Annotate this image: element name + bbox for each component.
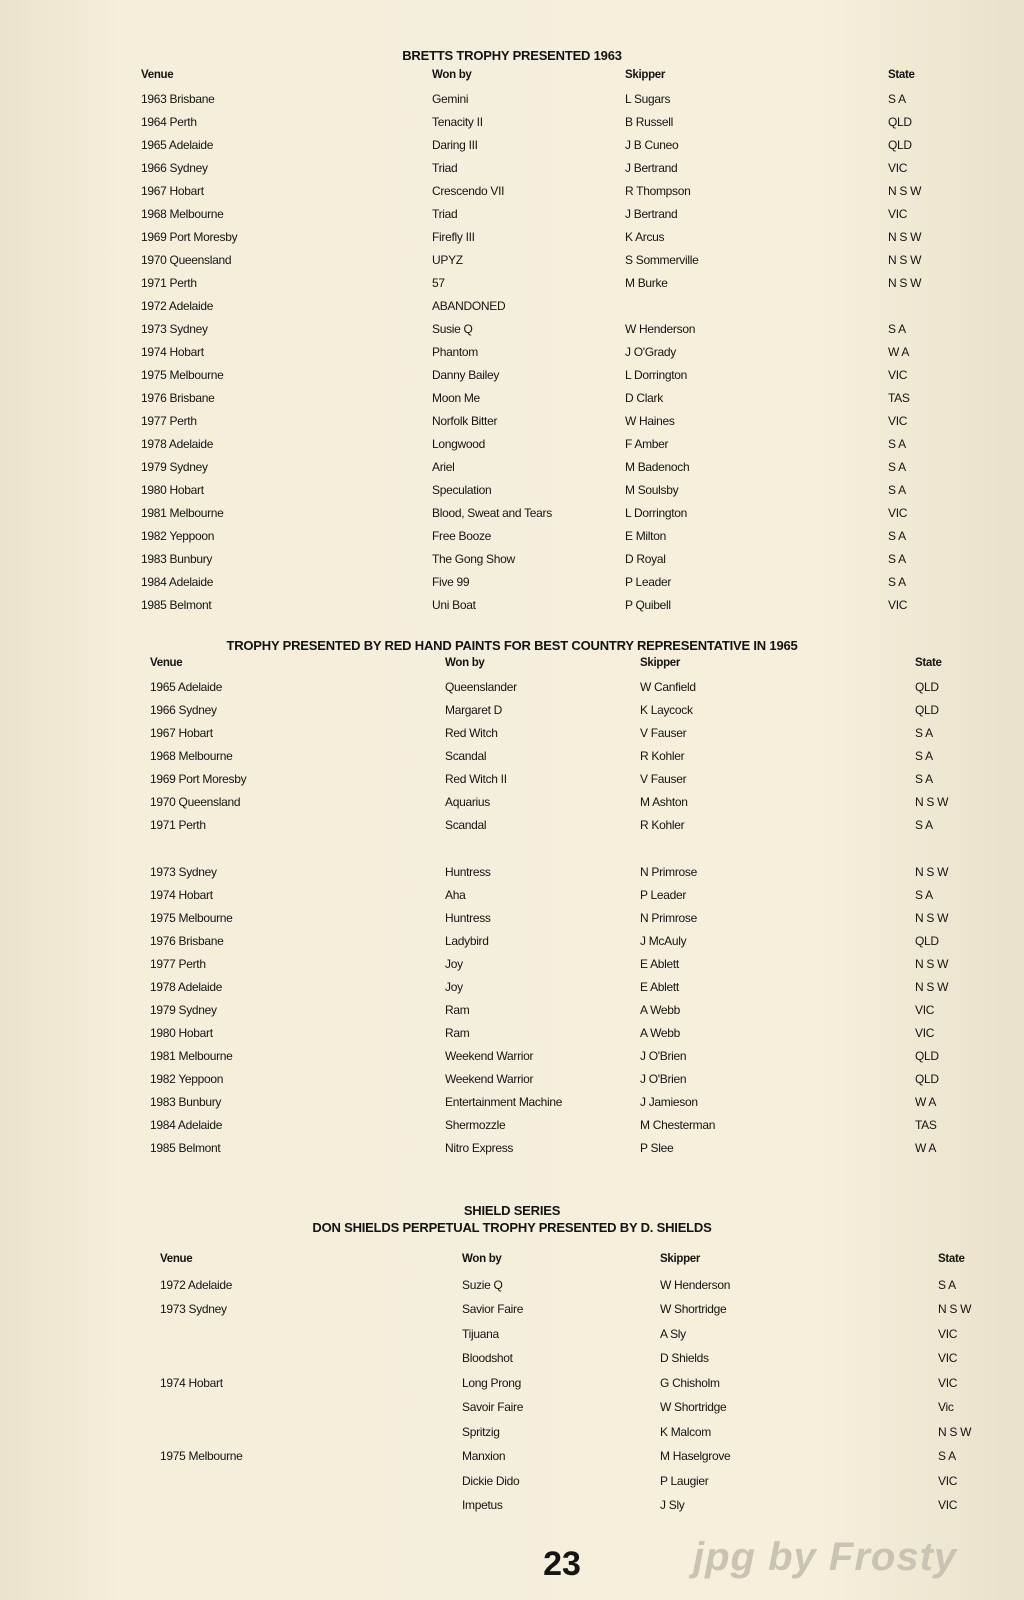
won-by-cell: Scandal <box>445 818 487 832</box>
skipper-cell: V Fauser <box>640 772 687 786</box>
state-cell: QLD <box>915 680 939 694</box>
venue-cell: 1970 Queensland <box>141 253 232 267</box>
won-by-cell: Ram <box>445 1026 470 1040</box>
table-row <box>0 138 1024 161</box>
state-cell: VIC <box>915 1026 935 1040</box>
won-by-cell: Tijuana <box>462 1326 499 1341</box>
won-by-cell: Red Witch <box>445 726 498 740</box>
state-cell: N S W <box>915 865 949 879</box>
won-by-cell: Joy <box>445 980 463 994</box>
table-row <box>0 911 1024 934</box>
state-cell: QLD <box>915 703 939 717</box>
shield-series-section <box>0 1203 1024 1523</box>
skipper-cell: J Bertrand <box>625 207 678 221</box>
won-by-cell: Triad <box>432 161 458 175</box>
venue-cell: 1968 Melbourne <box>141 207 224 221</box>
table-row <box>0 598 1024 621</box>
venue-cell: 1975 Melbourne <box>141 368 224 382</box>
table-row <box>0 437 1024 460</box>
skipper-cell: K Laycock <box>640 703 693 717</box>
table-row <box>0 1118 1024 1141</box>
state-cell: VIC <box>888 414 908 428</box>
venue-cell: 1974 Hobart <box>141 345 204 359</box>
state-cell: QLD <box>915 934 939 948</box>
venue-cell: 1966 Sydney <box>141 161 208 175</box>
red-hand-paints-trophy-section <box>0 638 1024 1164</box>
venue-cell: 1964 Perth <box>141 115 197 129</box>
table-row <box>0 1302 1024 1327</box>
state-cell: N S W <box>915 980 949 994</box>
state-cell: VIC <box>888 161 908 175</box>
state-cell: W A <box>915 1141 937 1155</box>
state-cell: S A <box>888 552 906 566</box>
state-cell: VIC <box>938 1498 958 1512</box>
table-row <box>0 726 1024 749</box>
venue-cell: 1975 Melbourne <box>150 911 233 925</box>
table-row <box>0 680 1024 703</box>
header-won-by: Won by <box>432 69 472 81</box>
venue-cell: 1965 Adelaide <box>150 680 223 694</box>
venue-cell: 1981 Melbourne <box>150 1049 233 1063</box>
table-row <box>0 1474 1024 1499</box>
won-by-cell: Bloodshot <box>462 1351 513 1365</box>
skipper-cell: W Shortridge <box>660 1400 727 1414</box>
table-row <box>0 1498 1024 1523</box>
skipper-cell: E Milton <box>625 529 666 543</box>
table-row <box>0 1327 1024 1352</box>
header-skipper: Skipper <box>640 657 681 669</box>
venue-cell: 1976 Brisbane <box>141 391 215 405</box>
skipper-cell: W Henderson <box>625 322 696 336</box>
state-cell: S A <box>938 1449 956 1463</box>
table-row <box>0 506 1024 529</box>
header-state: State <box>938 1253 965 1265</box>
table-row <box>0 1026 1024 1049</box>
won-by-cell: ABANDONED <box>432 299 506 313</box>
header-skipper: Skipper <box>625 69 666 81</box>
state-cell: S A <box>888 460 906 474</box>
skipper-cell: P Leader <box>640 888 687 902</box>
won-by-cell: Free Booze <box>432 529 492 543</box>
venue-cell: 1966 Sydney <box>150 703 217 717</box>
venue-cell: 1979 Sydney <box>150 1003 217 1017</box>
section-title: SHIELD SERIES <box>463 1203 561 1218</box>
table-row <box>0 1376 1024 1401</box>
venue-cell: 1984 Adelaide <box>150 1118 223 1132</box>
state-cell: S A <box>915 726 933 740</box>
header-state: State <box>915 657 942 669</box>
won-by-cell: Huntress <box>445 865 491 879</box>
skipper-cell: W Haines <box>625 414 675 428</box>
skipper-cell: S Sommerville <box>625 253 699 267</box>
skipper-cell: J Bertrand <box>625 161 678 175</box>
skipper-cell: P Laugier <box>660 1473 709 1488</box>
skipper-cell: F Amber <box>625 437 669 451</box>
won-by-cell: Huntress <box>445 911 491 925</box>
table-row <box>0 749 1024 772</box>
won-by-cell: Susie Q <box>432 322 473 336</box>
table-row <box>0 552 1024 575</box>
won-by-cell: Suzie Q <box>462 1277 503 1292</box>
venue-cell: 1972 Adelaide <box>160 1277 233 1292</box>
won-by-cell: Gemini <box>432 92 469 106</box>
skipper-cell: M Badenoch <box>625 460 690 474</box>
skipper-cell: P Slee <box>640 1141 674 1155</box>
skipper-cell: B Russell <box>625 115 673 129</box>
venue-cell: 1965 Adelaide <box>141 138 214 152</box>
skipper-cell: K Malcom <box>660 1424 711 1439</box>
table-row <box>0 92 1024 115</box>
table-body <box>0 92 1024 621</box>
state-cell: N S W <box>938 1424 972 1439</box>
table-row <box>0 276 1024 299</box>
venue-cell: 1969 Port Moresby <box>141 230 238 244</box>
won-by-cell: Aha <box>445 888 466 902</box>
venue-cell: 1984 Adelaide <box>141 575 214 589</box>
won-by-cell: Five 99 <box>432 575 470 589</box>
table-row <box>0 772 1024 795</box>
skipper-cell: R Thompson <box>625 184 691 198</box>
skipper-cell: J O'Brien <box>640 1072 687 1086</box>
state-cell: VIC <box>888 598 908 612</box>
venue-cell: 1967 Hobart <box>141 184 204 198</box>
table-row <box>0 575 1024 598</box>
state-cell: S A <box>888 322 906 336</box>
table-row <box>0 460 1024 483</box>
state-cell: TAS <box>888 391 910 405</box>
header-venue: Venue <box>160 1253 193 1265</box>
won-by-cell: Red Witch II <box>445 772 507 786</box>
state-cell: VIC <box>938 1351 958 1365</box>
section-subtitle: DON SHIELDS PERPETUAL TROPHY PRESENTED BY D. SHIELDS <box>312 1220 712 1235</box>
venue-cell: 1971 Perth <box>141 276 197 290</box>
state-cell: S A <box>888 92 906 106</box>
skipper-cell: W Henderson <box>660 1277 731 1292</box>
table-row <box>0 115 1024 138</box>
table-row <box>0 483 1024 506</box>
state-cell: VIC <box>888 506 908 520</box>
skipper-cell: J Jamieson <box>640 1095 698 1109</box>
state-cell: QLD <box>888 138 912 152</box>
venue-cell: 1973 Sydney <box>160 1302 227 1316</box>
won-by-cell: Dickie Dido <box>462 1473 520 1488</box>
won-by-cell: Ladybird <box>445 934 489 948</box>
state-cell: S A <box>915 818 933 832</box>
venue-cell: 1982 Yeppoon <box>150 1072 224 1086</box>
venue-cell: 1974 Hobart <box>160 1375 223 1390</box>
skipper-cell: A Webb <box>640 1003 681 1017</box>
venue-cell: 1970 Queensland <box>150 795 241 809</box>
skipper-cell: P Leader <box>625 575 672 589</box>
table-row <box>0 980 1024 1003</box>
venue-cell: 1983 Bunbury <box>141 552 213 566</box>
skipper-cell: E Ablett <box>640 980 679 994</box>
state-cell: QLD <box>915 1049 939 1063</box>
skipper-cell: D Clark <box>625 391 663 405</box>
table-row <box>0 818 1024 841</box>
header-venue: Venue <box>150 657 183 669</box>
table-row <box>0 865 1024 888</box>
table-row <box>0 184 1024 207</box>
state-cell: S A <box>915 772 933 786</box>
won-by-cell: Tenacity II <box>432 115 483 129</box>
state-cell: VIC <box>888 207 908 221</box>
state-cell: N S W <box>888 230 922 244</box>
venue-cell: 1973 Sydney <box>150 865 217 879</box>
header-won-by: Won by <box>462 1253 502 1265</box>
skipper-cell: W Canfield <box>640 680 696 694</box>
table-row <box>0 934 1024 957</box>
table-row <box>0 1400 1024 1425</box>
won-by-cell: Joy <box>445 957 463 971</box>
won-by-cell: Firefly III <box>432 230 475 244</box>
state-cell: W A <box>888 345 910 359</box>
skipper-cell: W Shortridge <box>660 1302 727 1316</box>
venue-cell: 1974 Hobart <box>150 888 213 902</box>
venue-cell: 1967 Hobart <box>150 726 213 740</box>
table-row <box>0 230 1024 253</box>
table-row <box>0 1072 1024 1095</box>
won-by-cell: Moon Me <box>432 391 480 405</box>
table-row <box>0 414 1024 437</box>
state-cell: N S W <box>915 911 949 925</box>
skipper-cell: V Fauser <box>640 726 687 740</box>
table-row <box>0 1351 1024 1376</box>
skipper-cell: M Ashton <box>640 795 688 809</box>
state-cell: TAS <box>915 1118 937 1132</box>
skipper-cell: E Ablett <box>640 957 679 971</box>
won-by-cell: Aquarius <box>445 795 490 809</box>
skipper-cell: P Quibell <box>625 598 671 612</box>
table-row <box>0 1049 1024 1072</box>
table-row <box>0 1278 1024 1303</box>
table-row <box>0 703 1024 726</box>
won-by-cell: Blood, Sweat and Tears <box>432 506 552 520</box>
skipper-cell: K Arcus <box>625 230 665 244</box>
table-row <box>0 253 1024 276</box>
skipper-cell: J O'Brien <box>640 1049 687 1063</box>
won-by-cell: Manxion <box>462 1449 506 1463</box>
won-by-cell: The Gong Show <box>432 552 515 566</box>
table-row <box>0 1425 1024 1450</box>
venue-cell: 1983 Bunbury <box>150 1095 222 1109</box>
table-row <box>0 957 1024 980</box>
venue-cell: 1982 Yeppoon <box>141 529 215 543</box>
header-skipper: Skipper <box>660 1253 701 1265</box>
won-by-cell: Longwood <box>432 437 485 451</box>
won-by-cell: Margaret D <box>445 703 503 717</box>
won-by-cell: Weekend Warrior <box>445 1049 534 1063</box>
skipper-cell: G Chisholm <box>660 1375 720 1390</box>
table-header <box>0 69 1024 92</box>
skipper-cell: J O'Grady <box>625 345 676 359</box>
header-won-by: Won by <box>445 657 485 669</box>
state-cell: W A <box>915 1095 937 1109</box>
venue-cell: 1972 Adelaide <box>141 299 214 313</box>
won-by-cell: Norfolk Bitter <box>432 414 498 428</box>
state-cell: S A <box>888 437 906 451</box>
venue-cell: 1975 Melbourne <box>160 1449 243 1463</box>
won-by-cell: Scandal <box>445 749 487 763</box>
won-by-cell: Long Prong <box>462 1375 522 1390</box>
skipper-cell: M Burke <box>625 276 668 290</box>
venue-cell: 1968 Melbourne <box>150 749 233 763</box>
won-by-cell: Ariel <box>432 460 455 474</box>
state-cell: S A <box>938 1277 956 1292</box>
venue-cell: 1980 Hobart <box>141 483 204 497</box>
won-by-cell: Entertainment Machine <box>445 1095 563 1109</box>
table-row <box>0 888 1024 911</box>
skipper-cell: D Shields <box>660 1351 709 1365</box>
won-by-cell: UPYZ <box>432 253 463 267</box>
venue-cell: 1963 Brisbane <box>141 92 215 106</box>
skipper-cell: N Primrose <box>640 911 698 925</box>
table-row <box>0 207 1024 230</box>
table-row <box>0 322 1024 345</box>
header-state: State <box>888 69 915 81</box>
table-row <box>0 1449 1024 1474</box>
state-cell: N S W <box>888 276 922 290</box>
won-by-cell: Uni Boat <box>432 598 476 612</box>
skipper-cell: J B Cuneo <box>625 138 679 152</box>
won-by-cell: 57 <box>432 276 445 290</box>
header-venue: Venue <box>141 69 174 81</box>
table-body <box>0 1278 1024 1523</box>
won-by-cell: Nitro Express <box>445 1141 514 1155</box>
skipper-cell: J Sly <box>660 1498 685 1512</box>
state-cell: QLD <box>888 115 912 129</box>
venue-cell: 1977 Perth <box>150 957 206 971</box>
skipper-cell: A Sly <box>660 1326 686 1341</box>
won-by-cell: Impetus <box>462 1498 503 1512</box>
venue-cell: 1985 Belmont <box>141 598 212 612</box>
won-by-cell: Spritzig <box>462 1424 500 1439</box>
state-cell: VIC <box>888 368 908 382</box>
state-cell: N S W <box>888 253 922 267</box>
won-by-cell: Crescendo VII <box>432 184 505 198</box>
skipper-cell: M Haselgrove <box>660 1449 731 1463</box>
state-cell: S A <box>915 888 933 902</box>
state-cell: Vic <box>938 1400 954 1414</box>
table-row <box>0 345 1024 368</box>
venue-cell: 1971 Perth <box>150 818 206 832</box>
won-by-cell: Savoir Faire <box>462 1400 524 1414</box>
venue-cell: 1980 Hobart <box>150 1026 213 1040</box>
state-cell: S A <box>888 575 906 589</box>
table-row <box>0 368 1024 391</box>
state-cell: N S W <box>888 184 922 198</box>
skipper-cell: J McAuly <box>640 934 687 948</box>
won-by-cell: Queenslander <box>445 680 517 694</box>
venue-cell: 1985 Belmont <box>150 1141 221 1155</box>
state-cell: VIC <box>938 1473 958 1488</box>
state-cell: VIC <box>938 1375 958 1390</box>
table-header <box>0 1253 1024 1278</box>
won-by-cell: Triad <box>432 207 458 221</box>
state-cell: N S W <box>915 957 949 971</box>
section-title: TROPHY PRESENTED BY RED HAND PAINTS FOR BEST COUNTRY REPRESENTATIVE IN 1965 <box>226 638 798 653</box>
won-by-cell: Speculation <box>432 483 492 497</box>
table-row <box>0 391 1024 414</box>
state-cell: VIC <box>915 1003 935 1017</box>
venue-cell: 1976 Brisbane <box>150 934 224 948</box>
state-cell: QLD <box>915 1072 939 1086</box>
state-cell: N S W <box>915 795 949 809</box>
won-by-cell: Danny Bailey <box>432 368 500 382</box>
skipper-cell: L Sugars <box>625 92 671 106</box>
table-row <box>0 1003 1024 1026</box>
skipper-cell: N Primrose <box>640 865 698 879</box>
venue-cell: 1969 Port Moresby <box>150 772 247 786</box>
skipper-cell: M Soulsby <box>625 483 679 497</box>
state-cell: S A <box>888 529 906 543</box>
venue-cell: 1979 Sydney <box>141 460 208 474</box>
won-by-cell: Phantom <box>432 345 478 359</box>
won-by-cell: Weekend Warrior <box>445 1072 534 1086</box>
venue-cell: 1978 Adelaide <box>141 437 214 451</box>
table-row <box>0 795 1024 818</box>
state-cell: S A <box>888 483 906 497</box>
venue-cell: 1973 Sydney <box>141 322 208 336</box>
skipper-cell: M Chesterman <box>640 1118 716 1132</box>
table-row <box>0 161 1024 184</box>
venue-cell: 1981 Melbourne <box>141 506 224 520</box>
skipper-cell: R Kohler <box>640 749 685 763</box>
won-by-cell: Savior Faire <box>462 1302 524 1316</box>
table-row <box>0 299 1024 322</box>
watermark: jpg by Frosty <box>693 1535 958 1579</box>
state-cell: VIC <box>938 1326 958 1341</box>
state-cell: S A <box>915 749 933 763</box>
skipper-cell: L Dorrington <box>625 368 687 382</box>
state-cell: N S W <box>938 1302 972 1316</box>
skipper-cell: R Kohler <box>640 818 685 832</box>
table-header <box>0 657 1024 680</box>
table-row <box>0 529 1024 552</box>
spacer <box>0 841 1024 865</box>
venue-cell: 1977 Perth <box>141 414 197 428</box>
table-row <box>0 1141 1024 1164</box>
page-number: 23 <box>543 1545 581 1583</box>
won-by-cell: Ram <box>445 1003 470 1017</box>
bretts-trophy-section <box>0 48 1024 621</box>
section-title: BRETTS TROPHY PRESENTED 1963 <box>402 48 622 63</box>
table-row <box>0 1095 1024 1118</box>
won-by-cell: Daring III <box>432 138 478 152</box>
table-body <box>0 865 1024 1164</box>
skipper-cell: D Royal <box>625 552 666 566</box>
venue-cell: 1978 Adelaide <box>150 980 223 994</box>
skipper-cell: A Webb <box>640 1026 681 1040</box>
skipper-cell: L Dorrington <box>625 506 687 520</box>
table-body <box>0 680 1024 841</box>
won-by-cell: Shermozzle <box>445 1118 506 1132</box>
